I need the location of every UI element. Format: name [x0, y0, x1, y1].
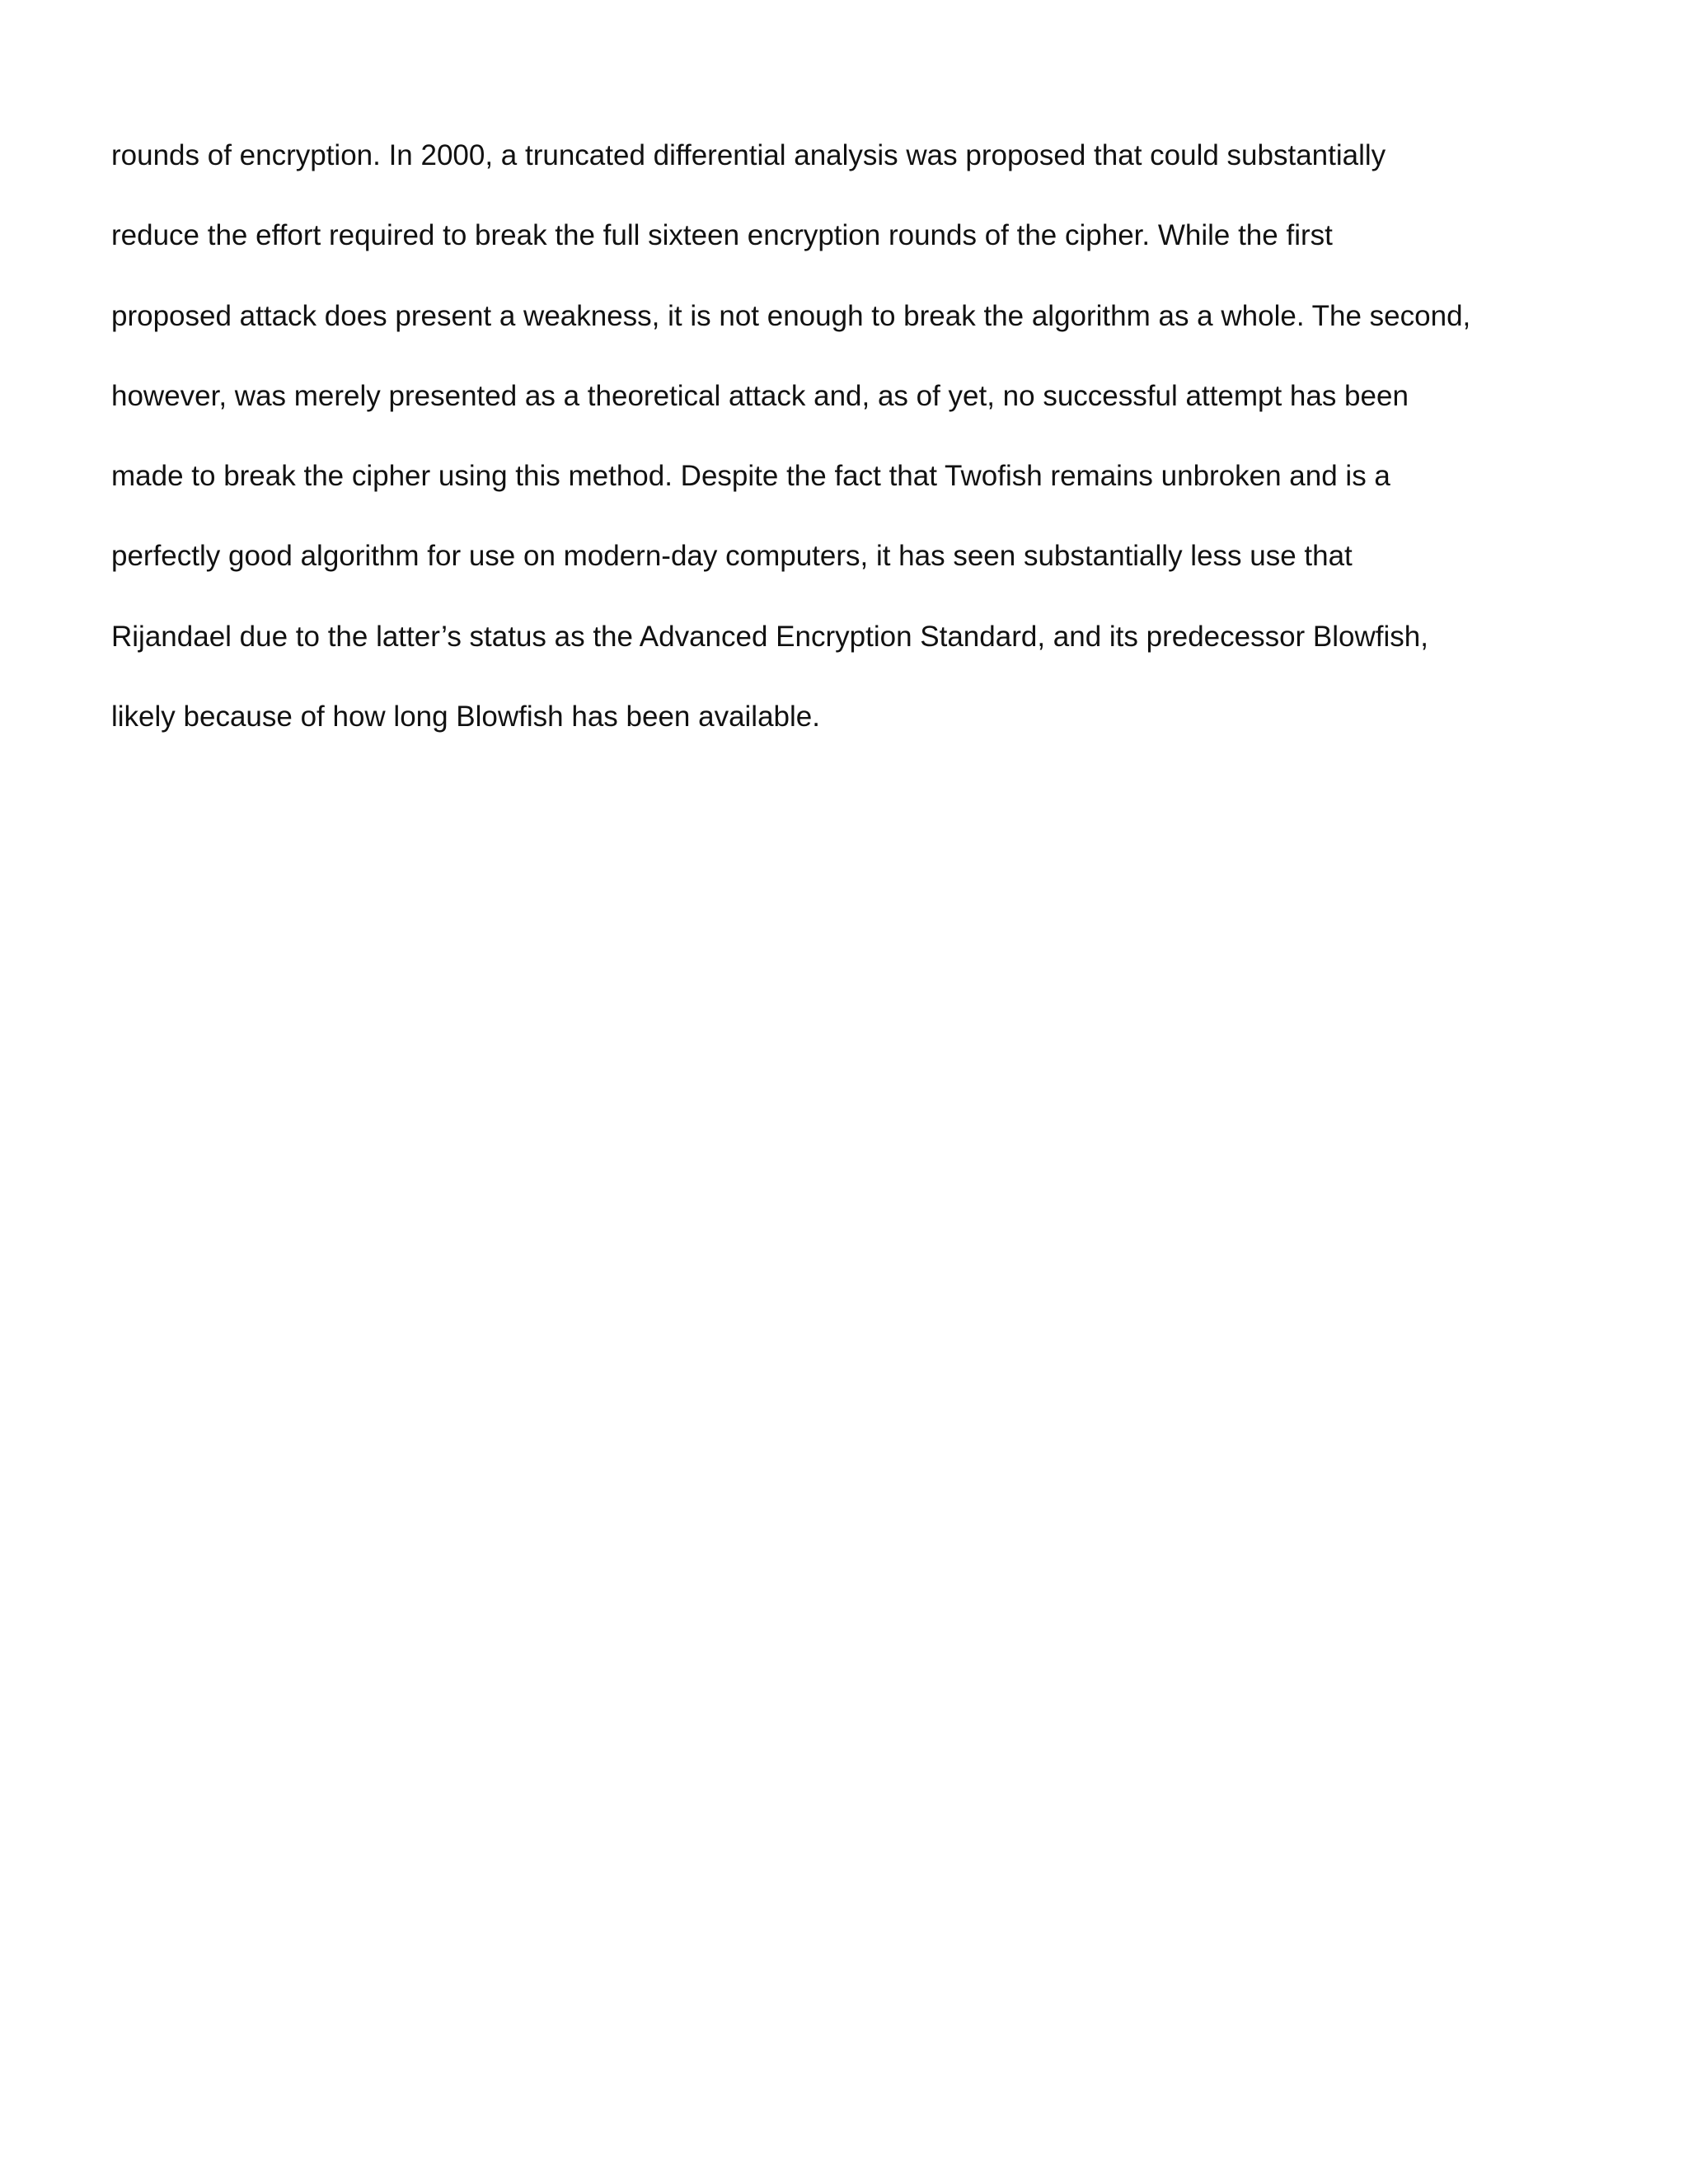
text-line: proposed attack does present a weakness, it is not enough to break the algorithm as a whole. The second, [111, 299, 1471, 332]
text-line: rounds of encryption. In 2000, a truncated differential analysis was proposed that could substantially [111, 139, 1386, 171]
text-line: made to break the cipher using this method. Despite the fact that Twofish remains unbroken and is a [111, 460, 1390, 493]
text-line: likely because of how long Blowfish has been available. [111, 701, 820, 733]
body-paragraph [111, 132, 1595, 773]
text-line: Rijandael due to the latter’s status as the Advanced Encryption Standard, and its predecessor Blowfish, [111, 620, 1428, 653]
text-line: however, was merely presented as a theoretical attack and, as of yet, no successful attempt has been [111, 379, 1409, 412]
text-line: reduce the effort required to break the full sixteen encryption rounds of the cipher. While the first [111, 219, 1333, 252]
text-line: perfectly good algorithm for use on modern-day computers, it has seen substantially less use that [111, 540, 1353, 573]
